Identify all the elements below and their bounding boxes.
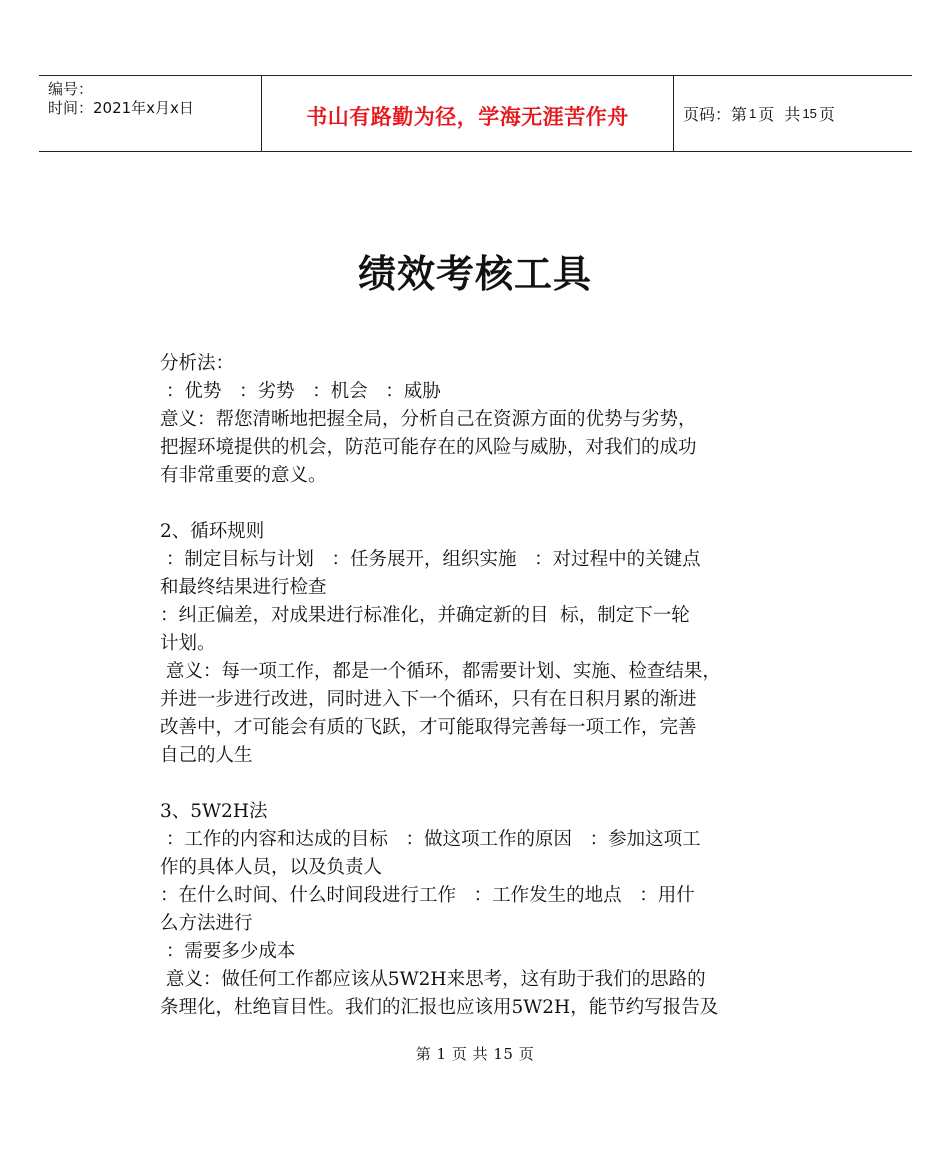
paragraph-gap	[160, 490, 800, 518]
body-line: 把握环境提供的机会，防范可能存在的风险与威胁，对我们的成功	[160, 437, 697, 458]
section-heading: 3、5W2H法	[160, 801, 268, 822]
body-line: ：纠正偏差，对成果进行标准化，并确定新的目 标，制定下一轮	[160, 605, 690, 626]
serial-label: 编号：	[48, 80, 94, 98]
paragraph-gap	[160, 770, 800, 798]
header-page-info	[674, 76, 912, 151]
page-suffix: 页	[818, 105, 835, 124]
body-line: 并进一步进行改进，同时进入下一个循环，只有在日积月累的渐进	[160, 689, 697, 710]
body-line: ：在什么时间、什么时间段进行工作 ：工作发生的地点 ：用什	[160, 885, 695, 906]
page-mid: 页 共	[758, 105, 801, 124]
section-heading: 2、循环规则	[160, 521, 265, 542]
body-line: ：工作的内容和达成的目标 ：做这项工作的原因 ：参加这项工	[160, 829, 701, 850]
body-line: 有非常重要的意义。	[160, 465, 327, 486]
body-line: 意义：帮您清晰地把握全局，分析自己在资源方面的优势与劣势，	[160, 409, 697, 430]
page-prefix: 页码：第	[683, 105, 748, 124]
body-line: ：制定目标与计划 ：任务展开，组织实施 ：对过程中的关键点	[160, 549, 701, 570]
body-line: 意义：做任何工作都应该从5W2H来思考，这有助于我们的思路的	[160, 969, 706, 990]
body-line: 改善中，才可能会有质的飞跃，才可能取得完善每一项工作，完善	[160, 717, 697, 738]
document-body	[160, 350, 800, 1022]
date-label: 时间：2021年x月x日	[48, 99, 194, 117]
page-number: 1	[749, 106, 757, 121]
header-meta	[39, 76, 261, 151]
page-header	[39, 75, 912, 152]
header-motto-cell	[261, 76, 674, 151]
body-line: 分析法：	[160, 353, 235, 374]
page-footer: 第 1 页 共 15 页	[415, 1045, 535, 1063]
body-line: ：需要多少成本	[160, 941, 296, 962]
body-line: 自己的人生	[160, 745, 253, 766]
body-line: 计划。	[160, 633, 216, 654]
body-line: ：优势 ：劣势 ：机会 ：威胁	[160, 381, 441, 402]
body-line: 和最终结果进行检查	[160, 577, 327, 598]
body-line: 意义：每一项工作，都是一个循环，都需要计划、实施、检查结果，	[160, 661, 721, 682]
body-line: 作的具体人员，以及负责人	[160, 857, 383, 878]
body-line: 条理化，杜绝盲目性。我们的汇报也应该用5W2H，能节约写报告及	[160, 997, 719, 1018]
body-line: 么方法进行	[160, 913, 253, 934]
motto: 书山有路勤为径，学海无涯苦作舟	[306, 103, 629, 129]
document-title: 绩效考核工具	[357, 251, 592, 296]
page-total: 15	[802, 106, 817, 121]
